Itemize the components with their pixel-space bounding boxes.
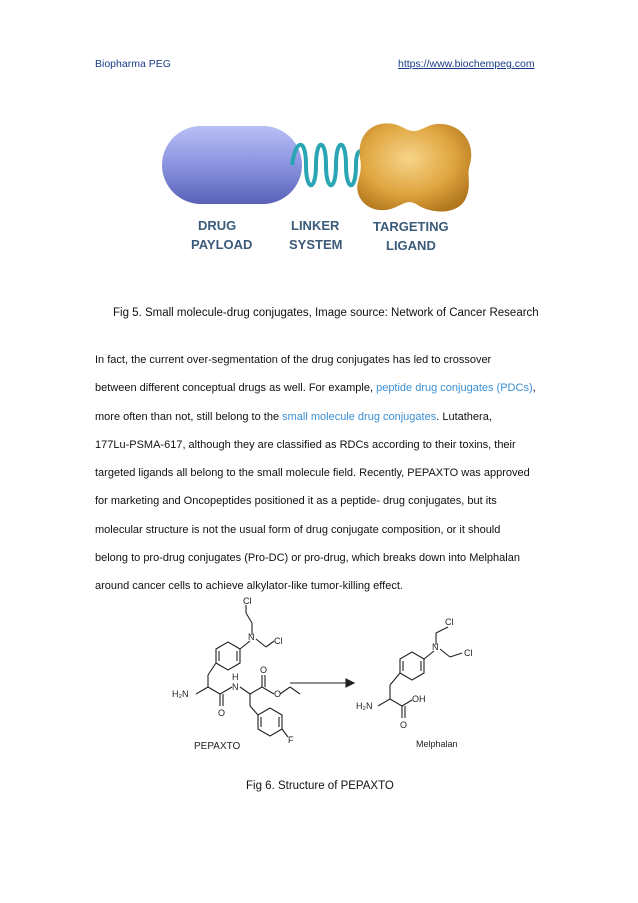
atom-o: O: [260, 665, 268, 675]
atom-cl: Cl: [274, 636, 283, 646]
figure-5-conjugate-diagram: [160, 118, 480, 278]
pepaxto-ring-lower: [258, 708, 282, 736]
atom-oh: OH: [412, 694, 426, 704]
atom-n: N: [232, 682, 239, 692]
paragraph-line: for marketing and Oncopeptides positioned it as a peptide- drug conjugates, but its: [95, 495, 497, 508]
atom-n: N: [248, 632, 255, 642]
label-linker: LINKER: [291, 218, 340, 233]
figure-6-structures: [150, 595, 510, 770]
pdc-link[interactable]: peptide drug conjugates (PDCs): [376, 382, 533, 395]
figure-6-caption: Fig 6. Structure of PEPAXTO: [246, 780, 394, 792]
paragraph-line: around cancer cells to achieve alkylator-like tumor-killing effect.: [95, 580, 403, 593]
atom-o: O: [274, 689, 282, 699]
targeting-ligand-shape: [357, 123, 471, 211]
paragraph-line: In fact, the current over-segmentation of the drug conjugates has led to crossover: [95, 354, 492, 366]
header-left-brand: Biopharma PEG: [95, 58, 171, 70]
atom-h2n: H₂N: [356, 701, 373, 711]
atom-cl: Cl: [243, 596, 252, 606]
atom-h2n: H₂N: [172, 689, 189, 699]
atom-h: H: [232, 672, 239, 682]
smdc-link[interactable]: small molecule drug conjugates: [282, 410, 437, 423]
paragraph-text: more often than not, still belong to the: [95, 410, 283, 423]
linker-coil-shape: [292, 145, 366, 186]
pepaxto-ring-upper: [216, 642, 240, 670]
body-paragraph: [95, 346, 555, 601]
paragraph-line: belong to pro-drug conjugates (Pro-DC) or pro-drug, which breaks down into Melphalan: [95, 552, 520, 565]
label-drug: DRUG: [198, 218, 237, 233]
atom-cl: Cl: [464, 648, 473, 658]
atom-cl: Cl: [445, 617, 454, 627]
melphalan-ring: [400, 652, 424, 680]
label-ligand: LIGAND: [386, 238, 436, 253]
drug-payload-shape: [162, 126, 302, 204]
header-url-link[interactable]: https://www.biochempeg.com: [398, 58, 535, 70]
label-targeting: TARGETING: [373, 219, 449, 234]
paragraph-line: 177Lu-PSMA-617, although they are classified as RDCs according to their toxins, their: [95, 438, 516, 451]
label-system: SYSTEM: [289, 237, 343, 252]
paragraph-line: targeted ligands all belong to the small molecule field. Recently, PEPAXTO was approved: [95, 467, 530, 480]
melphalan-label: Melphalan: [416, 739, 458, 749]
paragraph-text: . Lutathera,: [436, 410, 492, 423]
paragraph-text: ,: [532, 382, 536, 395]
paragraph-line: [95, 403, 555, 431]
label-payload: PAYLOAD: [191, 237, 253, 252]
paragraph-line: molecular structure is not the usual form of drug conjugate composition, or it should: [95, 523, 501, 536]
paragraph-text: between different conceptual drugs as well. For example,: [95, 382, 377, 395]
pepaxto-label: PEPAXTO: [194, 741, 241, 752]
atom-o: O: [400, 720, 408, 730]
figure-5-caption: Fig 5. Small molecule-drug conjugates, Image source: Network of Cancer Research: [113, 307, 539, 319]
paragraph-line: [95, 374, 555, 402]
atom-f: F: [288, 735, 294, 745]
atom-o: O: [218, 708, 226, 718]
atom-n: N: [432, 642, 439, 652]
